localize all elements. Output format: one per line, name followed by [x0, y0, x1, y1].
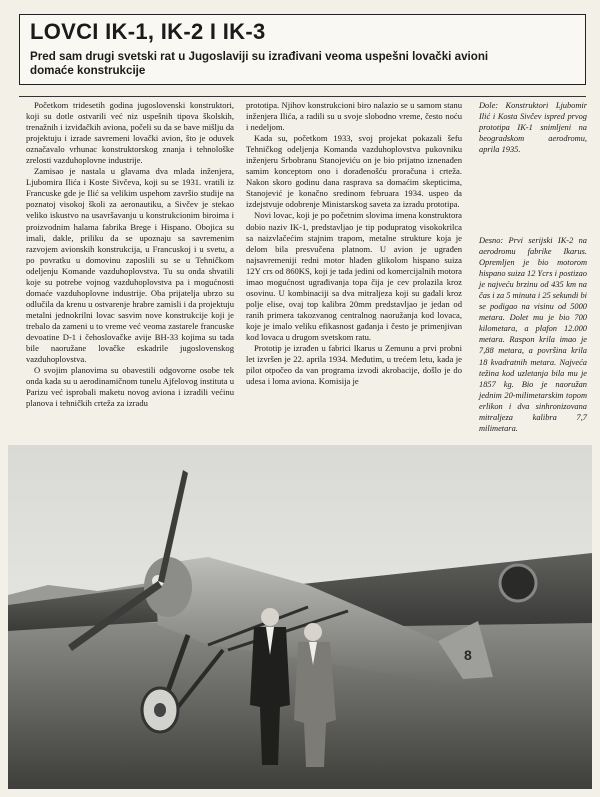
paragraph: Početkom tridesetih godina jugoslovenski konstruktori, koji su dotle ostvarili već niz uspešnih tipova školskih, trenažnih i izviđačkih aviona, počeli su da se bave mišlju da projektuju i izrade savremeni lovački avion, što je oduvek označavalo vrhunac konstruktorskog znanja i tehnološke zrelosti vazduhoplovne industrije.: [26, 100, 234, 166]
paragraph: Zamisao je nastala u glavama dva mlada inženjera, Ljubomira Ilića i Koste Sivčeva, koji su se 1931. vratili iz Francuske gde je Ilić sa velikim uspehom završio studije na poznatoj visokoj školi za aeronautiku, a Sivčev je stekao veliko iskustvo na usavršavanju u konstrukcionim biroima i proizvodnim halama fabrika Brege i Hispano. Obojica su imali, dakle, priliku da se upoznaju sa savremenim razvojem avionskih konstrukcija, u Francuskoj i u svetu, a po povratku u domovinu zaposlili su se u Tehničkom odeljenju Komande vazduhoplovstva. Tu su onda shvatili koje su potrebe vojnog vazduhoplovstva pa i mogućnosti domaće vazduhoplovne industrije. Oba prijatelja ubrzo su odlučila da krenu u ostvarenje hrabre zamisli i da projektuju metalni jednokrilni lovac sasvim nove konstrukcije koji je trebalo da zameni u to vreme već veoma zastarele francuske devoatine D-1 i čehoslovačke avije BH-33 kojima su tada bile naoružane lovačke eskadrile jugoslovenskog vazduhoplovstva.: [26, 166, 234, 365]
paragraph: Novi lovac, koji je po početnim slovima imena konstruktora dobio naziv IK-1, predstavljao je tip podupratog visokokrilca sa naizvlačećim stajnim trapom, metalne strukture koja je delom bila presvučena platnom. U avion je ugrađen najsavremeniji redni motor hlađen glikolom hispano suiza 12Y crs od 860KS, koji je tada jedini od komercijalnih motora imao mogućnost ugrađivanja topa čija je cev prolazila kroz osovinu. U kombinaciji sa dva mitraljeza koji su gađali kroz polje elise, ovaj top kalibra 20mm predstavljao je jedan od ranih primera takozvanog centralnog naoružanja kod lovaca, koje je imalo veliku efikasnost gađanja i često je primenjivan kod lovaca u drugom svetskom ratu.: [246, 210, 462, 342]
photo-caption-below: Dole: Konstruktori Ljubomir Ilić i Kosta Sivčev ispred prvog prototipa IK-1 snimljeni na beogradskom aerodromu, aprila 1935.: [479, 101, 587, 155]
title-box: [19, 14, 586, 85]
text-column-1: [26, 100, 234, 409]
caption-column: [479, 100, 587, 433]
paragraph: prototipa. Njihov konstrukcioni biro nalazio se u samom stanu inženjera Ilića, a radili su u svoje slobodno vreme, često noću i nedeljom.: [246, 100, 462, 133]
roundel: [500, 565, 536, 601]
paragraph: Prototip je izrađen u fabrici Ikarus u Zemunu a prvi probni let izvršen je 22. aprila 1934. Međutim, u trećem letu, kada je pilot otpočeo da van programa izvodi akrobacije, došlo je do udesa i loma aviona. Komisija je: [246, 343, 462, 387]
aircraft-number: 8: [464, 647, 472, 663]
paragraph: Kada su, početkom 1933, svoj projekat pokazali šefu Tehničkog odeljenja Komanda vazduhoplovstva pukovniku inženjeru Srbobranu Stanojeviću on je bio prijatno iznenađen samim konceptom ono i dorađenošću proračuna i crteža. Nakon skoro godinu dana rasprava sa domaćim skepticima, Stanojević je konačno sredinom februara 1934. uspeo da izdejstvuje odobrenje Ministarskog saveta za izradu prototipa.: [246, 133, 462, 210]
article-subtitle: Pred sam drugi svetski rat u Jugoslaviji su izrađivani veoma uspešni lovački avioni domaće konstrukcije: [30, 50, 489, 77]
divider: [19, 96, 586, 97]
photo-caption-right: Desno: Prvi serijski IK-2 na aerodromu fabrike Ikarus. Opremljen je bio motorom hispano suiza 12 Ycrs i postizao je najveću brzinu od 435 km na čas i za 5 minuta i 25 sekundi bi se podigao na visinu od 5000 metara. Dolet mu je bio 700 kilometara, a plafon 12.000 metara. Raspon krila imao je 7,88 metara, a površina krila 18 kvadratnih metara. Najveća težina kod uzletanja bila mu je 1857 kg. Bio je naoružan jednim 20-milimetarskim topom erlikon i dva sinhronizovana mitraljeza kalibra 7,7 milimetara.: [479, 236, 587, 433]
article-title: LOVCI IK-1, IK-2 I IK-3: [30, 19, 266, 44]
paragraph: O svojim planovima su obavestili odgovorne osobe tek onda kada su u aerodinamičnom tunelu Ajfelovog instituta u Parizu već isprobali maketu novog aviona i izradili većinu planova i tehničkih crteža za izradu: [26, 365, 234, 409]
text-column-2: [246, 100, 462, 387]
aircraft-photo: [8, 445, 592, 789]
